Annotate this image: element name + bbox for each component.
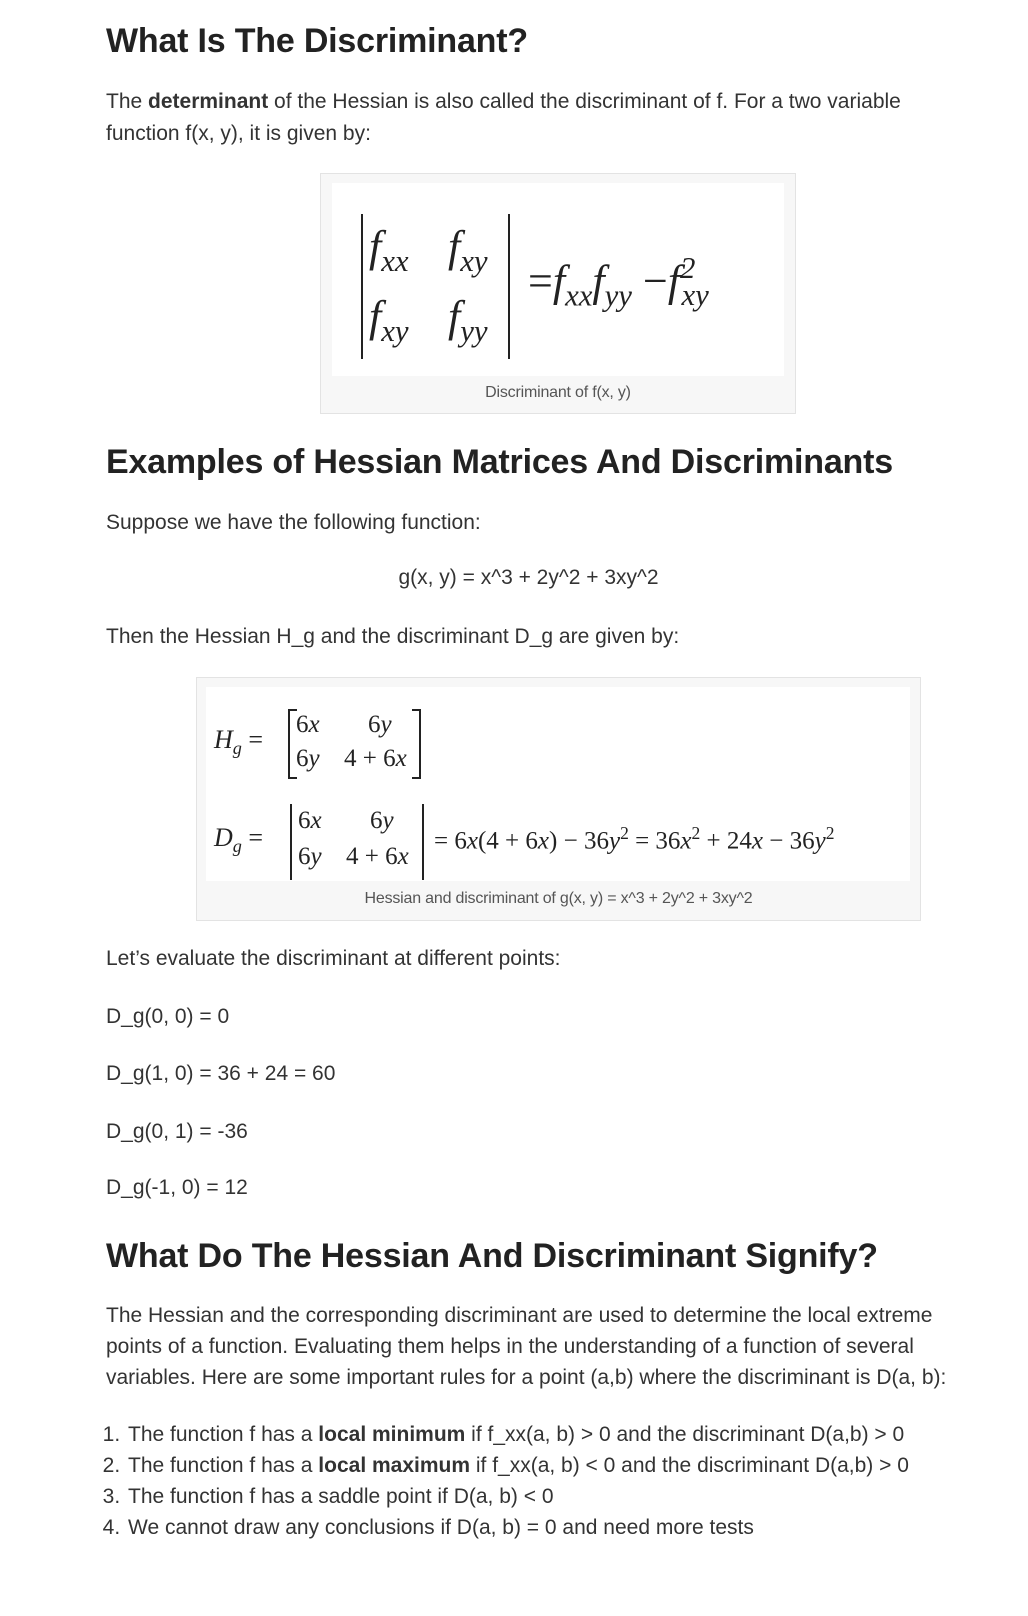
eval-line-4: D_g(-1, 0) = 12 (106, 1176, 248, 1199)
det-result: $=f_{xx}f_{yy} -f^2_{xy}$ (528, 251, 709, 313)
examples-paragraph-1: Suppose we have the following function: (106, 511, 481, 534)
det-entry-fyy: $f_{yy}$ (448, 292, 488, 348)
dg-left-bar (290, 804, 292, 880)
hessian-formula-image (206, 687, 910, 881)
examples-paragraph-2: Then the Hessian H_g and the discriminant D_g are given by: (106, 625, 680, 648)
section-heading-examples: Examples of Hessian Matrices And Discriminants (106, 443, 893, 481)
dg-entry-21: 6y (298, 843, 322, 870)
dg-expansion: = $6x(4 + 6x) - 36y^2 = 36x^2 + 24x - 36y^2$ (434, 823, 835, 855)
det-right-bar (508, 214, 510, 359)
hessian-figure-caption: Hessian and discriminant of g(x, y) = x^3 + 2y^2 + 3xy^2 (364, 890, 753, 907)
discriminant-formula-figure (320, 173, 796, 414)
signify-paragraph: The Hessian and the corresponding discriminant are used to determine the local extreme points of a function. Evaluating them helps in the understanding of a function of several variables. Here are some important rules for a point (a,b) where the discriminant is D(a, b): (106, 1304, 947, 1389)
section-heading-signify: What Do The Hessian And Discriminant Signify? (106, 1237, 878, 1275)
intro-text-post: of the Hessian is also called the discriminant of f. For a two variable function f(x, y), it is given by: (106, 90, 901, 145)
rule-item-4: 4. We cannot draw any conclusions if D(a, b) = 0 and need more tests (126, 1512, 909, 1543)
discriminant-intro-paragraph (106, 86, 966, 150)
hessian-entry-12: 6y (368, 711, 392, 738)
rule-item-3: 3. The function f has a saddle point if D(a, b) < 0 (126, 1481, 909, 1512)
intro-text-pre: The (106, 90, 149, 113)
hessian-entry-11: 6x (296, 711, 320, 738)
hessian-entry-21: 6y (296, 745, 320, 772)
det-left-bar (361, 214, 363, 359)
formula-image (332, 183, 784, 376)
hessian-entry-22: 4 + 6x (344, 745, 407, 772)
function-equation: g(x, y) = x^3 + 2y^2 + 3xy^2 (398, 566, 659, 589)
eval-line-1: D_g(0, 0) = 0 (106, 1005, 230, 1028)
hessian-figure (196, 677, 921, 921)
evaluate-paragraph: Let’s evaluate the discriminant at different points: (106, 947, 561, 970)
intro-text-bold: determinant (148, 90, 269, 113)
figure-caption: Discriminant of f(x, y) (485, 384, 631, 401)
det-entry-fxy-bottom: $f_{xy}$ (369, 292, 409, 348)
discriminant-label: $D_g$ = (214, 823, 264, 857)
dg-entry-11: 6x (298, 807, 322, 834)
det-entry-fxx: $f_{xx}$ (369, 222, 409, 278)
rules-list (84, 1419, 909, 1543)
rule-item-2: 2. The function f has a local maximum if f_xx(a, b) < 0 and the discriminant D(a,b) > 0 (126, 1450, 909, 1481)
eval-line-2: D_g(1, 0) = 36 + 24 = 60 (106, 1062, 336, 1085)
hessian-label: $H_g$ = (214, 725, 264, 759)
matrix-right-bracket (412, 709, 421, 779)
eval-line-3: D_g(0, 1) = -36 (106, 1120, 248, 1143)
dg-entry-22: 4 + 6x (346, 843, 409, 870)
rule-item-1: 1. The function f has a local minimum if f_xx(a, b) > 0 and the discriminant D(a,b) > 0 (126, 1419, 909, 1450)
dg-entry-12: 6y (370, 807, 394, 834)
det-entry-fxy-top: $f_{xy}$ (448, 222, 488, 278)
dg-right-bar (422, 804, 424, 880)
section-heading-discriminant: What Is The Discriminant? (106, 22, 528, 60)
